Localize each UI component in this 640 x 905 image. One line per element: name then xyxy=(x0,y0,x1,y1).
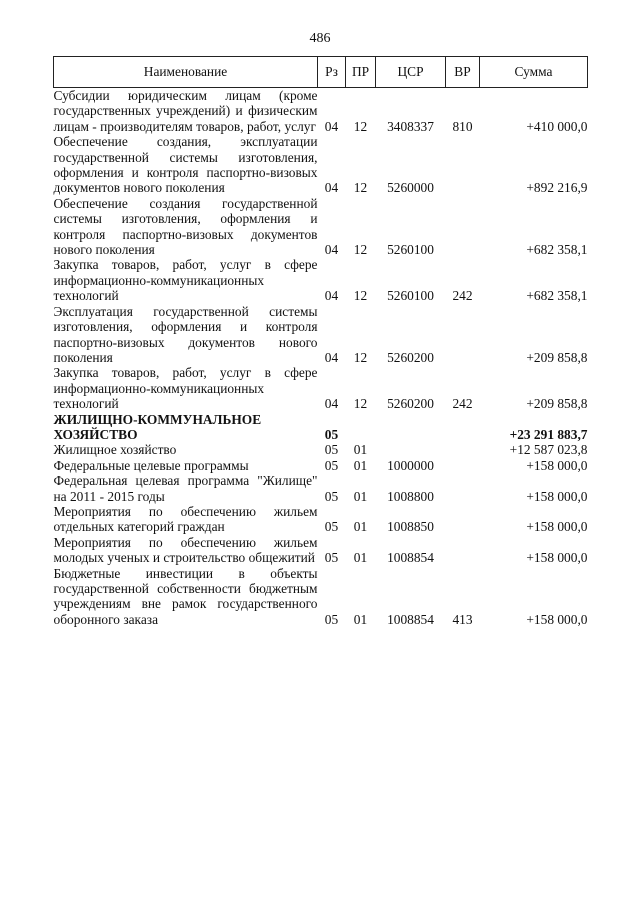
table-row xyxy=(54,134,588,196)
row-vr xyxy=(446,304,480,366)
row-rz: 05 xyxy=(324,519,339,535)
row-vr xyxy=(446,412,480,443)
table-row xyxy=(54,365,588,411)
header-sum: Сумма xyxy=(480,57,588,88)
header-rz: Рз xyxy=(318,57,346,88)
row-pr: 12 xyxy=(353,288,368,304)
row-sum: +158 000,0 xyxy=(526,457,588,473)
row-sum: +158 000,0 xyxy=(526,488,588,504)
row-pr: 01 xyxy=(353,519,368,535)
header-name: Наименование xyxy=(54,57,318,88)
row-rz: 04 xyxy=(324,349,339,365)
row-sum: +682 358,1 xyxy=(526,288,588,304)
row-name: Мероприятия по обеспечению жильем отдельных категорий граждан xyxy=(53,503,318,535)
row-name: Эксплуатация государственной системы изготовления, оформления и контроля паспортно-визовых документов нового поколения xyxy=(53,303,318,365)
header-vr: ВР xyxy=(446,57,480,88)
table-row xyxy=(54,458,588,473)
row-rz: 04 xyxy=(324,288,339,304)
row-rz: 04 xyxy=(324,118,339,134)
row-csr: 1008854 xyxy=(387,550,434,566)
table-row-section xyxy=(54,412,588,443)
row-sum: +12 587 023,8 xyxy=(509,442,588,458)
row-csr: 1000000 xyxy=(387,457,434,473)
row-vr: 413 xyxy=(452,611,473,627)
row-vr xyxy=(446,535,480,566)
row-pr: 12 xyxy=(353,118,368,134)
table-row xyxy=(54,88,588,135)
table-row xyxy=(54,257,588,303)
row-csr: 5260200 xyxy=(387,396,434,412)
row-name: Федеральная целевая программа "Жилище" на 2011 - 2015 годы xyxy=(53,473,318,504)
table-row xyxy=(54,196,588,258)
row-name: Субсидии юридическим лицам (кроме государственных учреждений) и физическим лицам - производителям товаров, работ, услуг xyxy=(53,88,318,134)
row-sum: +158 000,0 xyxy=(526,550,588,566)
table-row xyxy=(54,566,588,628)
table-row xyxy=(54,442,588,457)
row-pr: 01 xyxy=(353,457,368,473)
row-pr: 12 xyxy=(353,396,368,412)
row-rz: 05 xyxy=(324,457,339,473)
page-number: 486 xyxy=(309,31,331,46)
row-rz: 04 xyxy=(324,180,339,196)
row-pr: 12 xyxy=(353,180,368,196)
row-csr: 5260000 xyxy=(387,180,434,196)
row-vr xyxy=(446,504,480,535)
row-csr: 1008854 xyxy=(387,611,434,627)
row-csr: 1008850 xyxy=(387,519,434,535)
row-name: Закупка товаров, работ, услуг в сфере информационно-коммуникационных технологий xyxy=(53,365,318,412)
row-sum: +158 000,0 xyxy=(526,519,588,535)
row-pr: 01 xyxy=(353,611,368,627)
row-name: Бюджетные инвестиции в объекты государственной собственности бюджетным учреждениям вне рамок государственного оборонного заказа xyxy=(53,565,318,627)
row-name: Закупка товаров, работ, услуг в сфере информационно-коммуникационных технологий xyxy=(53,257,318,304)
row-name: Мероприятия по обеспечению жильем молодых ученых и строительство общежитий xyxy=(53,534,318,566)
row-vr xyxy=(446,473,480,504)
row-vr xyxy=(446,442,480,457)
row-vr xyxy=(446,196,480,258)
row-rz: 05 xyxy=(324,488,339,504)
row-rz: 05 xyxy=(324,442,339,458)
header-pr: ПР xyxy=(346,57,376,88)
row-rz: 04 xyxy=(324,242,339,258)
row-pr: 01 xyxy=(353,488,368,504)
row-sum: +892 216,9 xyxy=(526,180,588,196)
row-sum: +158 000,0 xyxy=(526,611,588,627)
row-vr xyxy=(446,134,480,196)
row-name: Обеспечение создания государственной системы изготовления, оформления и контроля паспортно-визовых документов нового поколения xyxy=(53,195,318,258)
row-rz: 04 xyxy=(324,396,339,412)
row-pr: 12 xyxy=(353,349,368,365)
row-sum: +209 858,8 xyxy=(526,396,588,412)
row-csr: 5260100 xyxy=(387,242,434,258)
row-name: Федеральные целевые программы xyxy=(53,457,249,473)
table-row xyxy=(54,535,588,566)
row-csr: 3408337 xyxy=(387,118,434,134)
table-row xyxy=(54,504,588,535)
row-csr: 1008800 xyxy=(387,488,434,504)
row-vr: 810 xyxy=(452,118,473,134)
row-csr xyxy=(376,442,446,457)
header-csr: ЦСР xyxy=(376,57,446,88)
row-pr xyxy=(346,412,376,443)
row-csr: 5260100 xyxy=(387,288,434,304)
row-sum: +682 358,1 xyxy=(526,242,588,258)
table-header-row xyxy=(54,57,588,88)
row-csr xyxy=(376,412,446,443)
row-rz: 05 xyxy=(324,611,339,627)
row-rz: 05 xyxy=(324,550,339,566)
row-pr: 12 xyxy=(353,242,368,258)
row-sum: +23 291 883,7 xyxy=(509,426,588,442)
table-row xyxy=(54,304,588,366)
row-vr: 242 xyxy=(452,288,473,304)
row-vr xyxy=(446,458,480,473)
row-name: Жилищное хозяйство xyxy=(53,442,177,458)
row-sum: +209 858,8 xyxy=(526,349,588,365)
row-pr: 01 xyxy=(353,550,368,566)
row-rz: 05 xyxy=(324,426,339,442)
row-name: Обеспечение создания, эксплуатации государственной системы изготовления, оформления и контроля паспортно-визовых документов нового поколения xyxy=(53,134,318,196)
row-sum: +410 000,0 xyxy=(526,118,588,134)
row-vr: 242 xyxy=(452,396,473,412)
budget-table xyxy=(53,56,588,627)
row-pr: 01 xyxy=(353,442,368,458)
row-name: ЖИЛИЩНО-КОММУНАЛЬНОЕ ХОЗЯЙСТВО xyxy=(53,411,262,442)
table-row xyxy=(54,473,588,504)
row-csr: 5260200 xyxy=(387,349,434,365)
